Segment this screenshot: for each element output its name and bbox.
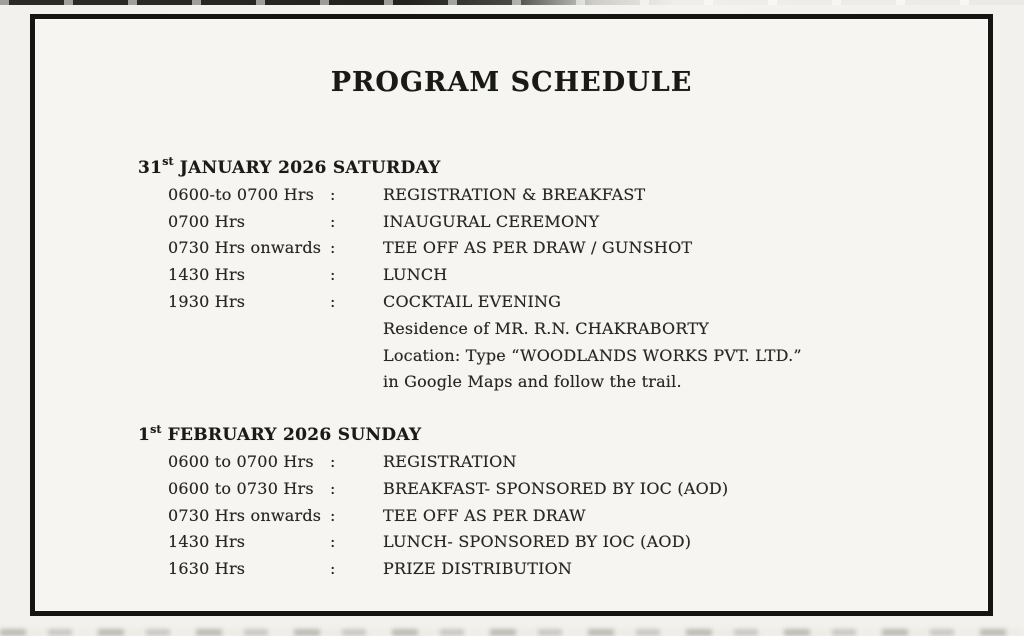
day-heading-rest: FEBRUARY 2026 SUNDAY — [161, 425, 422, 446]
day-heading — [138, 422, 988, 449]
ordinal-suffix: st — [150, 422, 162, 436]
event-cell: LUNCH — [383, 265, 448, 285]
colon-separator: : — [330, 211, 336, 231]
schedule-row — [168, 529, 988, 556]
document-border-frame — [30, 14, 993, 616]
day-number: 1 — [138, 425, 151, 446]
colon-separator: : — [330, 532, 336, 552]
schedule-row — [168, 556, 988, 583]
schedule-row — [168, 289, 988, 316]
schedule-rows — [168, 182, 988, 396]
colon-separator: : — [330, 505, 336, 525]
time-cell: 1930 Hrs — [168, 291, 246, 311]
colon-separator: : — [330, 451, 336, 471]
page-title: PROGRAM SCHEDULE — [330, 67, 693, 98]
ordinal-suffix: st — [162, 155, 174, 169]
schedule-row — [168, 235, 988, 262]
colon-separator: : — [330, 265, 336, 285]
event-cell: REGISTRATION & BREAKFAST — [383, 184, 646, 204]
event-cell: REGISTRATION — [383, 451, 517, 471]
day-section-sunday — [138, 422, 988, 583]
day-number: 31 — [138, 158, 163, 178]
colon-separator: : — [330, 478, 336, 498]
schedule-row — [168, 262, 988, 289]
event-detail-line: in Google Maps and follow the trail. — [383, 372, 682, 392]
event-cell: PRIZE DISTRIBUTION — [383, 559, 573, 579]
schedule-row — [168, 476, 988, 503]
schedule-row — [168, 182, 988, 209]
scan-edge-artifact-top — [0, 0, 1024, 5]
schedule-row — [168, 209, 988, 236]
time-cell: 0600 to 0730 Hrs — [168, 478, 314, 498]
schedule — [138, 155, 988, 583]
day-heading-rest: JANUARY 2026 SATURDAY — [173, 158, 441, 178]
scan-edge-artifact-bottom — [0, 629, 1024, 636]
event-cell: BREAKFAST- SPONSORED BY IOC (AOD) — [383, 478, 729, 498]
event-cell: TEE OFF AS PER DRAW — [383, 505, 586, 525]
colon-separator: : — [330, 559, 336, 579]
time-cell: 0600-to 0700 Hrs — [168, 184, 315, 204]
time-cell: 0730 Hrs onwards — [168, 238, 322, 258]
time-cell: 0600 to 0700 Hrs — [168, 451, 314, 471]
colon-separator: : — [330, 291, 336, 311]
colon-separator: : — [330, 238, 336, 258]
time-cell: 0730 Hrs onwards — [168, 505, 322, 525]
time-cell: 0700 Hrs — [168, 211, 246, 231]
event-cell: INAUGURAL CEREMONY — [383, 211, 600, 231]
day-section-saturday — [138, 155, 988, 396]
colon-separator: : — [330, 184, 336, 204]
schedule-row — [168, 503, 988, 530]
time-cell: 1430 Hrs — [168, 532, 246, 552]
event-cell: COCKTAIL EVENING — [383, 291, 562, 311]
time-cell: 1430 Hrs — [168, 265, 246, 285]
event-cell: TEE OFF AS PER DRAW / GUNSHOT — [383, 238, 693, 258]
event-cell: LUNCH- SPONSORED BY IOC (AOD) — [383, 532, 692, 552]
day-heading — [138, 155, 988, 182]
schedule-row — [168, 449, 988, 476]
time-cell: 1630 Hrs — [168, 559, 246, 579]
event-detail-line: Residence of MR. R.N. CHAKRABORTY — [383, 318, 709, 338]
event-detail-line: Location: Type “WOODLANDS WORKS PVT. LTD.” — [383, 345, 802, 365]
schedule-rows — [168, 449, 988, 583]
